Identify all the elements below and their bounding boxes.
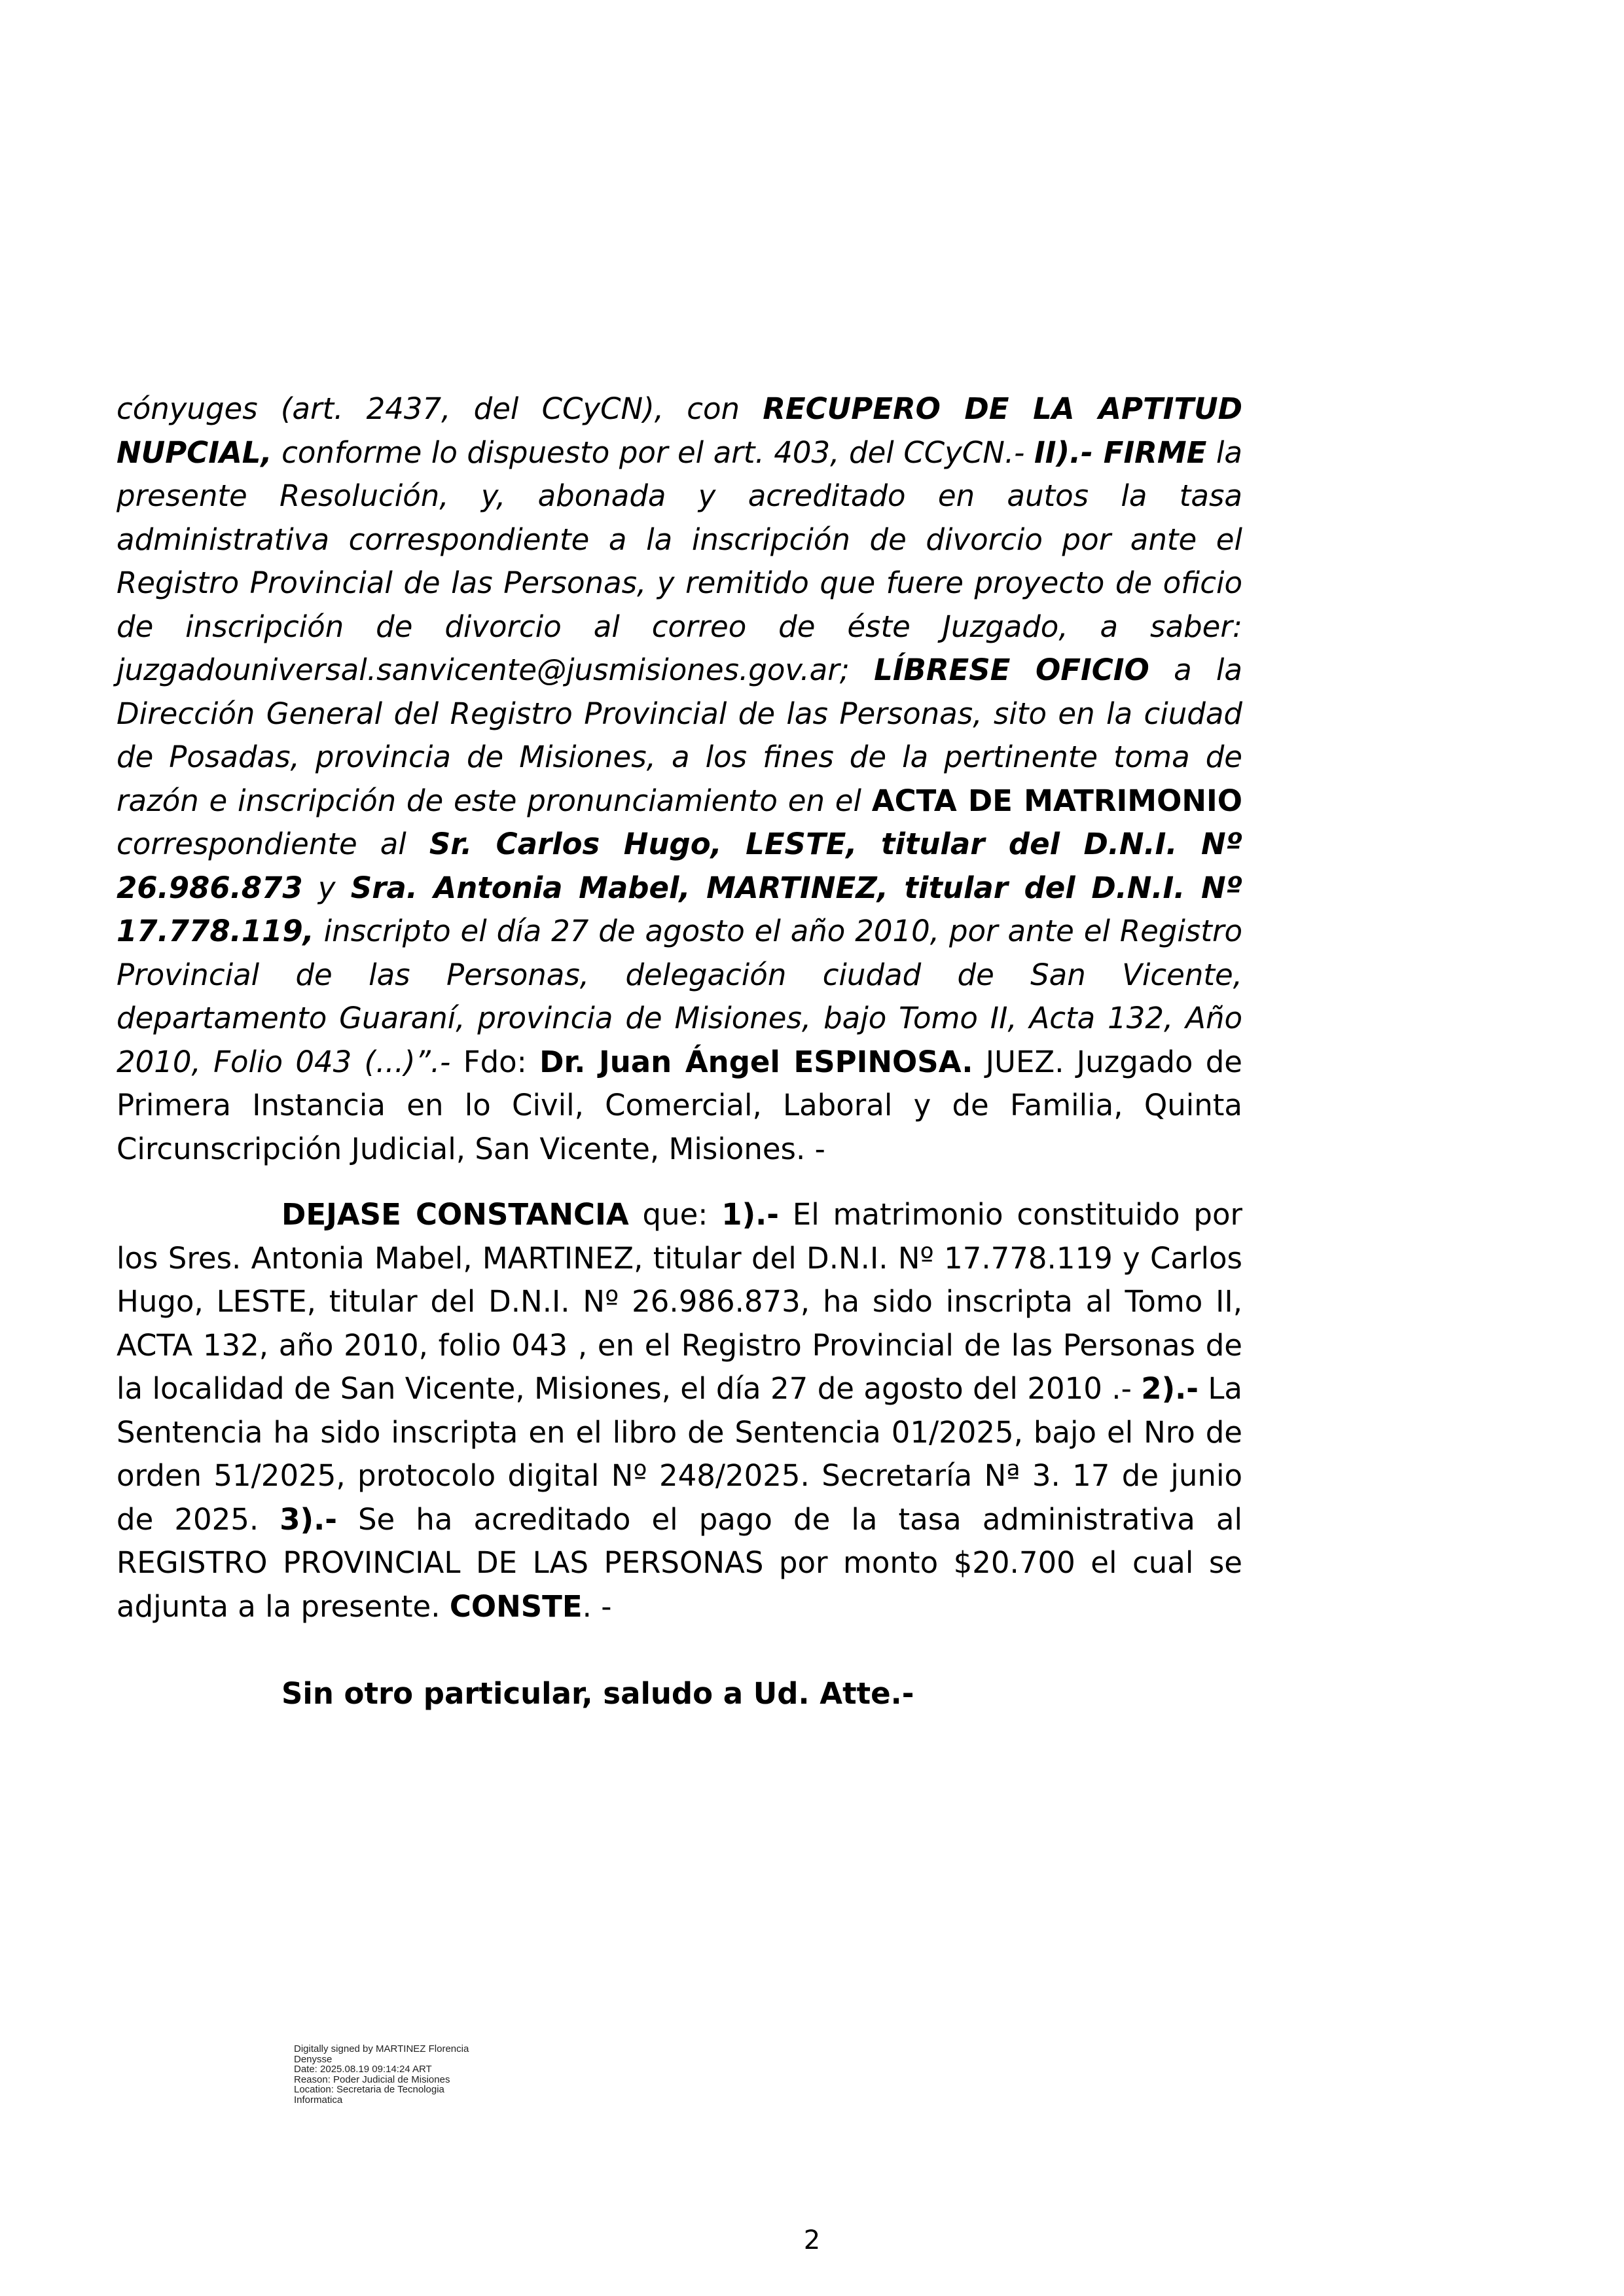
text-segment-bold: 3).-: [280, 1501, 337, 1537]
text-segment-bold: II).- FIRME: [1034, 435, 1207, 470]
text-segment-bold: 2).-: [1141, 1371, 1199, 1406]
text-segment: y: [302, 870, 351, 905]
text-segment: cónyuges (art. 2437, del CCyCN), con: [117, 391, 763, 426]
signature-line: Informatica: [294, 2094, 343, 2106]
page-number: 2: [803, 2225, 821, 2255]
text-segment-bold: RECUPERO DE LA APTITUD NUPCIAL,: [117, 391, 1242, 470]
signature-line: Denysse: [294, 2053, 333, 2065]
text-segment: El matrimonio constituido por los Sres. Antonia Mabel, MARTINEZ, titular del D.N.I. Nº 17.778.119 y Carlos Hugo, LESTE, titular del D.N.I. Nº 26.986.873, ha sido inscripta al Tomo II, ACTA 132, año 2010, folio 043 , en el Registro Provincial de las Personas de la localidad de San Vicente, Misiones, el día 27 de agosto del 2010 .-: [117, 1197, 1242, 1406]
text-segment-bold: LÍBRESE OFICIO: [874, 653, 1149, 687]
signature-line: Reason: Poder Judicial de Misiones: [294, 2073, 450, 2085]
text-segment: La Sentencia ha sido inscripta en el libro de Sentencia 01/2025, bajo el Nro de orden 51/2025, protocolo digital Nº 248/2025. Secretaría Nª 3. 17 de junio de 2025.: [117, 1371, 1243, 1537]
text-segment: a la Dirección General del Registro Provincial de las Personas, sito en la ciudad de Posadas, provincia de Misiones, a los fines de la pertinente toma de razón e inscripción de este pronunciamiento en el: [117, 653, 1242, 818]
signature-line: Digitally signed by MARTINEZ Florencia: [294, 2043, 469, 2054]
text-segment: Se ha acreditado el pago de la tasa administrativa al REGISTRO PROVINCIAL DE LAS PERSONAS por monto $20.700 el cual se adjunta a la presente.: [117, 1501, 1242, 1624]
signature-line: Date: 2025.08.19 09:14:24 ART: [294, 2064, 432, 2075]
text-segment-bold: 1).-: [721, 1197, 779, 1232]
text-segment: conforme lo dispuesto por el art. 403, del CCyCN.-: [272, 435, 1034, 470]
closing-line: Sin otro particular, saludo a Ud. Atte.-: [281, 1676, 914, 1711]
text-segment-bold: CONSTE: [449, 1588, 583, 1624]
text-segment-bold: ACTA DE MATRIMONIO: [871, 783, 1242, 818]
text-segment-bold: DEJASE CONSTANCIA: [281, 1197, 629, 1232]
text-segment-bold: Sra. Antonia Mabel, MARTINEZ, titular del D.N.I. Nº 17.778.119,: [117, 870, 1242, 948]
text-segment: la presente Resolución, y, abonada y acreditado en autos la tasa administrativa correspondiente a la inscripción de divorcio por ante el Registro Provincial de las Personas, y remitido que fuere proyecto de oficio de inscripción de divorcio al correo de éste Juzgado, a saber: juzgadouniversal.sanvicente@jusmisiones.gov.ar;: [117, 435, 1242, 687]
text-segment: . -: [582, 1588, 612, 1624]
resolution-continuation-paragraph: [117, 387, 1242, 1171]
text-segment: Fdo:: [450, 1044, 540, 1079]
digital-signature-stamp: [294, 2044, 595, 2105]
text-segment-bold: Sr. Carlos Hugo, LESTE, titular del D.N.I. Nº 26.986.873: [117, 827, 1243, 905]
text-segment: inscripto el día 27 de agosto el año 2010, por ante el Registro Provincial de las Personas, delegación ciudad de San Vicente, departamento Guaraní, provincia de Misiones, bajo Tomo II, Acta 132, Año 2010, Folio 043 (...)”.-: [117, 914, 1242, 1079]
text-segment: correspondiente al: [117, 827, 429, 861]
text-segment: que:: [628, 1197, 722, 1232]
signature-line: Location: Secretaria de Tecnologia: [294, 2084, 444, 2095]
constancia-paragraph: [117, 1193, 1242, 1628]
text-segment: JUEZ. Juzgado de Primera Instancia en lo Civil, Comercial, Laboral y de Familia, Quinta Circunscripción Judicial, San Vicente, Misiones. -: [117, 1044, 1242, 1166]
judge-name: Dr. Juan Ángel ESPINOSA.: [539, 1044, 973, 1079]
